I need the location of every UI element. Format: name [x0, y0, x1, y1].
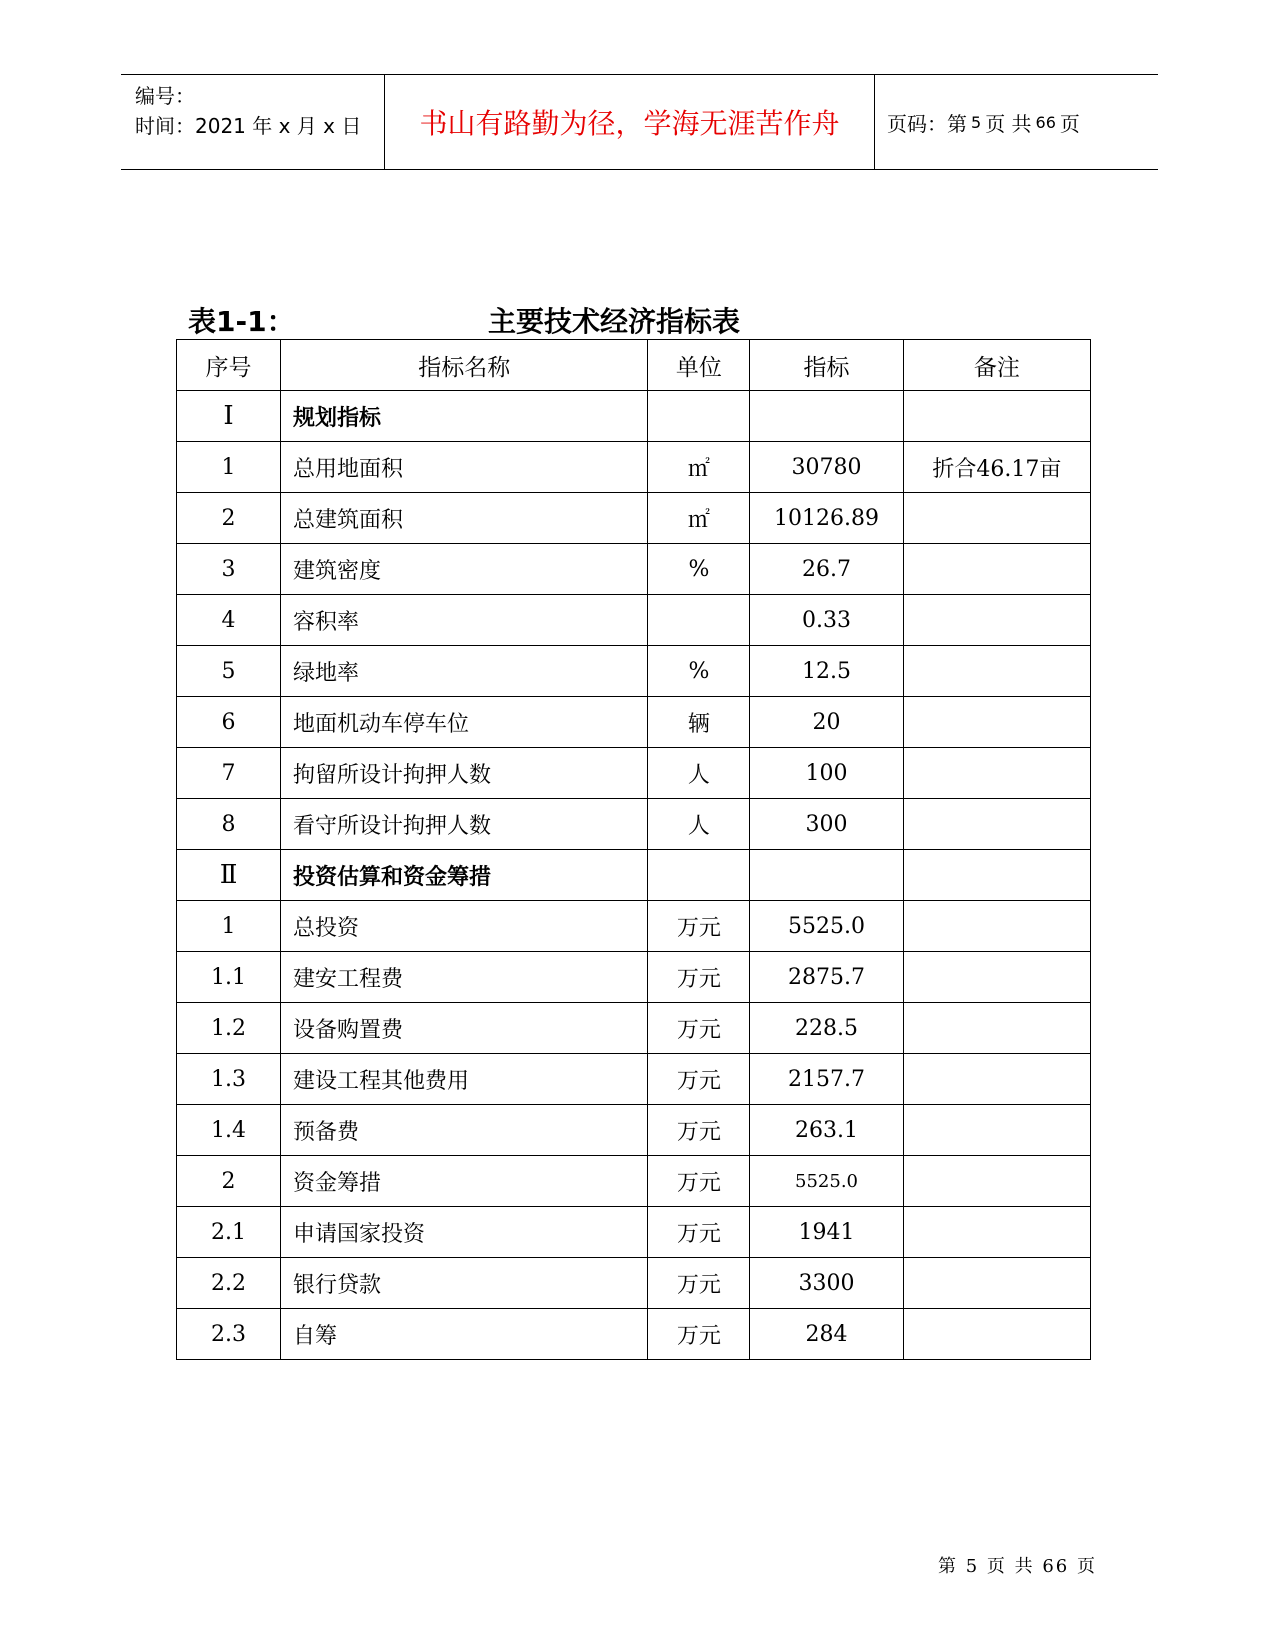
table-row [177, 952, 1091, 1003]
cell-unit: 万元 [648, 1105, 750, 1156]
column-header-value: 指标 [750, 340, 903, 391]
cell-value [750, 850, 903, 901]
cell-unit: 辆 [648, 697, 750, 748]
cell-value: 263.1 [750, 1105, 903, 1156]
time-label: 时间：2021 年 x 月 x 日 [135, 114, 362, 138]
cell-note [903, 697, 1090, 748]
cell-seq: 6 [177, 697, 281, 748]
cell-value [750, 391, 903, 442]
cell-seq: 1.4 [177, 1105, 281, 1156]
page-total: 66 [1035, 112, 1056, 132]
indicator-table [176, 339, 1091, 1360]
table-title-label: 表1-1： [188, 305, 295, 338]
table-row [177, 595, 1091, 646]
cell-value: 30780 [750, 442, 903, 493]
table-row [177, 1207, 1091, 1258]
cell-unit: 万元 [648, 1207, 750, 1258]
cell-value: 26.7 [750, 544, 903, 595]
cell-seq: 1 [177, 901, 281, 952]
table-header-row [177, 340, 1091, 391]
cell-seq: 7 [177, 748, 281, 799]
cell-seq: Ⅱ [177, 850, 281, 901]
cell-name: 总用地面积 [281, 442, 648, 493]
cell-unit: 万元 [648, 901, 750, 952]
cell-seq: 3 [177, 544, 281, 595]
page-current: 5 [971, 112, 982, 132]
cell-name: 总投资 [281, 901, 648, 952]
cell-seq: Ⅰ [177, 391, 281, 442]
header-page-number [875, 75, 1158, 169]
cell-note [903, 1054, 1090, 1105]
cell-note [903, 1258, 1090, 1309]
cell-seq: 2.3 [177, 1309, 281, 1360]
cell-note [903, 748, 1090, 799]
page-prefix: 页码：第 [887, 111, 967, 136]
cell-value: 100 [750, 748, 903, 799]
page-header [121, 74, 1158, 170]
table-title-main: 主要技术经济指标表 [488, 305, 741, 338]
cell-name: 看守所设计拘押人数 [281, 799, 648, 850]
cell-unit: 万元 [648, 1054, 750, 1105]
cell-unit: 万元 [648, 1003, 750, 1054]
table-section-row [177, 850, 1091, 901]
cell-name: 容积率 [281, 595, 648, 646]
cell-seq: 5 [177, 646, 281, 697]
page-mid: 页 共 [985, 111, 1032, 136]
cell-name: 建筑密度 [281, 544, 648, 595]
cell-value: 228.5 [750, 1003, 903, 1054]
cell-note [903, 1309, 1090, 1360]
cell-unit: 万元 [648, 1156, 750, 1207]
cell-unit [648, 595, 750, 646]
cell-unit [648, 850, 750, 901]
cell-unit: ㎡ [648, 442, 750, 493]
table-row [177, 799, 1091, 850]
cell-seq: 2.1 [177, 1207, 281, 1258]
table-row [177, 1105, 1091, 1156]
cell-name: 总建筑面积 [281, 493, 648, 544]
cell-note: 折合46.17亩 [903, 442, 1090, 493]
cell-name: 资金筹措 [281, 1156, 648, 1207]
cell-unit: % [648, 544, 750, 595]
cell-name: 申请国家投资 [281, 1207, 648, 1258]
table-body [177, 391, 1091, 1360]
cell-note [903, 493, 1090, 544]
cell-note [903, 1105, 1090, 1156]
cell-name: 设备购置费 [281, 1003, 648, 1054]
cell-seq: 2 [177, 1156, 281, 1207]
cell-seq: 2.2 [177, 1258, 281, 1309]
cell-unit: 人 [648, 748, 750, 799]
cell-note [903, 646, 1090, 697]
cell-seq: 8 [177, 799, 281, 850]
cell-unit: ㎡ [648, 493, 750, 544]
table-section-row [177, 391, 1091, 442]
cell-value: 20 [750, 697, 903, 748]
table-row [177, 1309, 1091, 1360]
cell-unit: % [648, 646, 750, 697]
table-title [188, 300, 1088, 340]
column-header-note: 备注 [903, 340, 1090, 391]
cell-name: 地面机动车停车位 [281, 697, 648, 748]
table-row [177, 1258, 1091, 1309]
column-header-unit: 单位 [648, 340, 750, 391]
cell-value: 2875.7 [750, 952, 903, 1003]
table-row [177, 1156, 1091, 1207]
table-row [177, 442, 1091, 493]
cell-seq: 2 [177, 493, 281, 544]
page-footer: 第 5 页 共 66 页 [938, 1556, 1097, 1577]
cell-note [903, 1003, 1090, 1054]
cell-name: 规划指标 [281, 391, 648, 442]
cell-unit [648, 391, 750, 442]
cell-value: 12.5 [750, 646, 903, 697]
page-suffix: 页 [1059, 111, 1080, 136]
cell-seq: 1.3 [177, 1054, 281, 1105]
cell-unit: 万元 [648, 1309, 750, 1360]
table-row [177, 901, 1091, 952]
header-meta [121, 75, 385, 169]
column-header-seq: 序号 [177, 340, 281, 391]
cell-value: 3300 [750, 1258, 903, 1309]
cell-value: 1941 [750, 1207, 903, 1258]
cell-seq: 1.2 [177, 1003, 281, 1054]
table-row [177, 1003, 1091, 1054]
cell-name: 银行贷款 [281, 1258, 648, 1309]
cell-unit: 人 [648, 799, 750, 850]
cell-note [903, 901, 1090, 952]
cell-seq: 1.1 [177, 952, 281, 1003]
table-row [177, 697, 1091, 748]
cell-unit: 万元 [648, 952, 750, 1003]
cell-name: 建安工程费 [281, 952, 648, 1003]
cell-name: 预备费 [281, 1105, 648, 1156]
cell-note [903, 391, 1090, 442]
cell-seq: 4 [177, 595, 281, 646]
table-row [177, 646, 1091, 697]
cell-note [903, 544, 1090, 595]
cell-name: 投资估算和资金筹措 [281, 850, 648, 901]
cell-seq: 1 [177, 442, 281, 493]
cell-name: 绿地率 [281, 646, 648, 697]
cell-value: 300 [750, 799, 903, 850]
cell-name: 拘留所设计拘押人数 [281, 748, 648, 799]
table-row [177, 748, 1091, 799]
header-motto: 书山有路勤为径，学海无涯苦作舟 [385, 75, 875, 169]
cell-name: 自筹 [281, 1309, 648, 1360]
cell-value: 0.33 [750, 595, 903, 646]
table-row [177, 544, 1091, 595]
table-row [177, 493, 1091, 544]
cell-name: 建设工程其他费用 [281, 1054, 648, 1105]
cell-unit: 万元 [648, 1258, 750, 1309]
cell-note [903, 799, 1090, 850]
cell-value: 5525.0 [750, 1156, 903, 1207]
cell-value: 284 [750, 1309, 903, 1360]
cell-note [903, 1156, 1090, 1207]
cell-value: 2157.7 [750, 1054, 903, 1105]
cell-value: 5525.0 [750, 901, 903, 952]
cell-note [903, 595, 1090, 646]
cell-note [903, 952, 1090, 1003]
code-label: 编号： [135, 84, 195, 108]
cell-note [903, 1207, 1090, 1258]
column-header-name: 指标名称 [281, 340, 648, 391]
table-row [177, 1054, 1091, 1105]
cell-value: 10126.89 [750, 493, 903, 544]
cell-note [903, 850, 1090, 901]
